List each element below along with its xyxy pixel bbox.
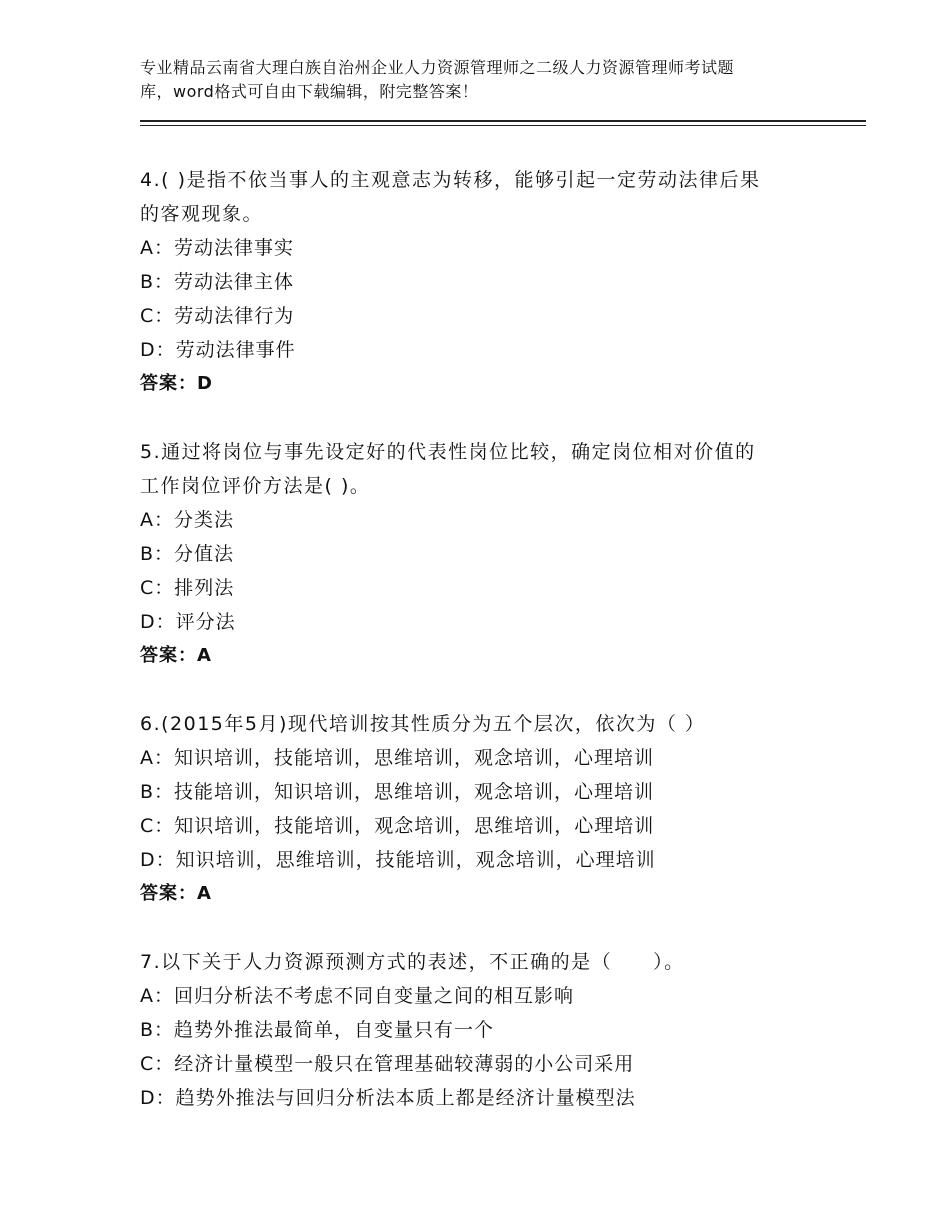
option-a: A：劳动法律事实	[140, 237, 294, 259]
option-b: B：技能培训，知识培训，思维培训，观念培训，心理培训	[140, 781, 655, 803]
question-block	[140, 163, 830, 401]
header-title-line-1: 专业精品云南省大理白族自治州企业人力资源管理师之二级人力资源管理师考试题	[140, 58, 735, 77]
question-stem	[140, 163, 830, 231]
question-block	[140, 707, 830, 911]
answer-label: 答案：A	[140, 645, 212, 666]
stem-line: 7.以下关于人力资源预测方式的表述，不正确的是（ ）。	[140, 951, 685, 973]
question-block	[140, 945, 830, 1115]
option-b: B：分值法	[140, 543, 235, 565]
document-header	[140, 56, 840, 104]
option-c: C：排列法	[140, 577, 235, 599]
option-c: C：劳动法律行为	[140, 305, 295, 327]
option-a: A：知识培训，技能培训，思维培训，观念培训，心理培训	[140, 747, 654, 769]
answer-label: 答案：A	[140, 883, 212, 904]
stem-line: 工作岗位评价方法是( )。	[140, 475, 371, 497]
option-d: D：评分法	[140, 611, 236, 633]
option-b: B：趋势外推法最简单，自变量只有一个	[140, 1019, 495, 1041]
option-d: D：趋势外推法与回归分析法本质上都是经济计量模型法	[140, 1087, 636, 1109]
header-title-line-2: 库，word格式可自由下载编辑，附完整答案！	[140, 82, 479, 101]
option-d: D：劳动法律事件	[140, 339, 296, 361]
question-stem	[140, 707, 830, 741]
stem-line: 5.通过将岗位与事先设定好的代表性岗位比较，确定岗位相对价值的	[140, 441, 756, 463]
option-c: C：经济计量模型一般只在管理基础较薄弱的小公司采用	[140, 1053, 635, 1075]
stem-line: 的客观现象。	[140, 203, 264, 225]
question-stem	[140, 435, 830, 503]
option-b: B：劳动法律主体	[140, 271, 295, 293]
stem-line: 4.( )是指不依当事人的主观意志为转移，能够引起一定劳动法律后果	[140, 169, 761, 191]
question-stem	[140, 945, 830, 979]
option-c: C：知识培训，技能培训，观念培训，思维培训，心理培训	[140, 815, 655, 837]
answer-label: 答案：D	[140, 373, 213, 394]
option-a: A：回归分析法不考虑不同自变量之间的相互影响	[140, 985, 574, 1007]
option-d: D：知识培训，思维培训，技能培训，观念培训，心理培训	[140, 849, 656, 871]
header-rule-thin	[140, 125, 866, 126]
header-rule-thick	[140, 120, 866, 122]
stem-line: 6.(2015年5月)现代培训按其性质分为五个层次，依次为（ ）	[140, 713, 706, 735]
option-a: A：分类法	[140, 509, 234, 531]
question-block	[140, 435, 830, 673]
